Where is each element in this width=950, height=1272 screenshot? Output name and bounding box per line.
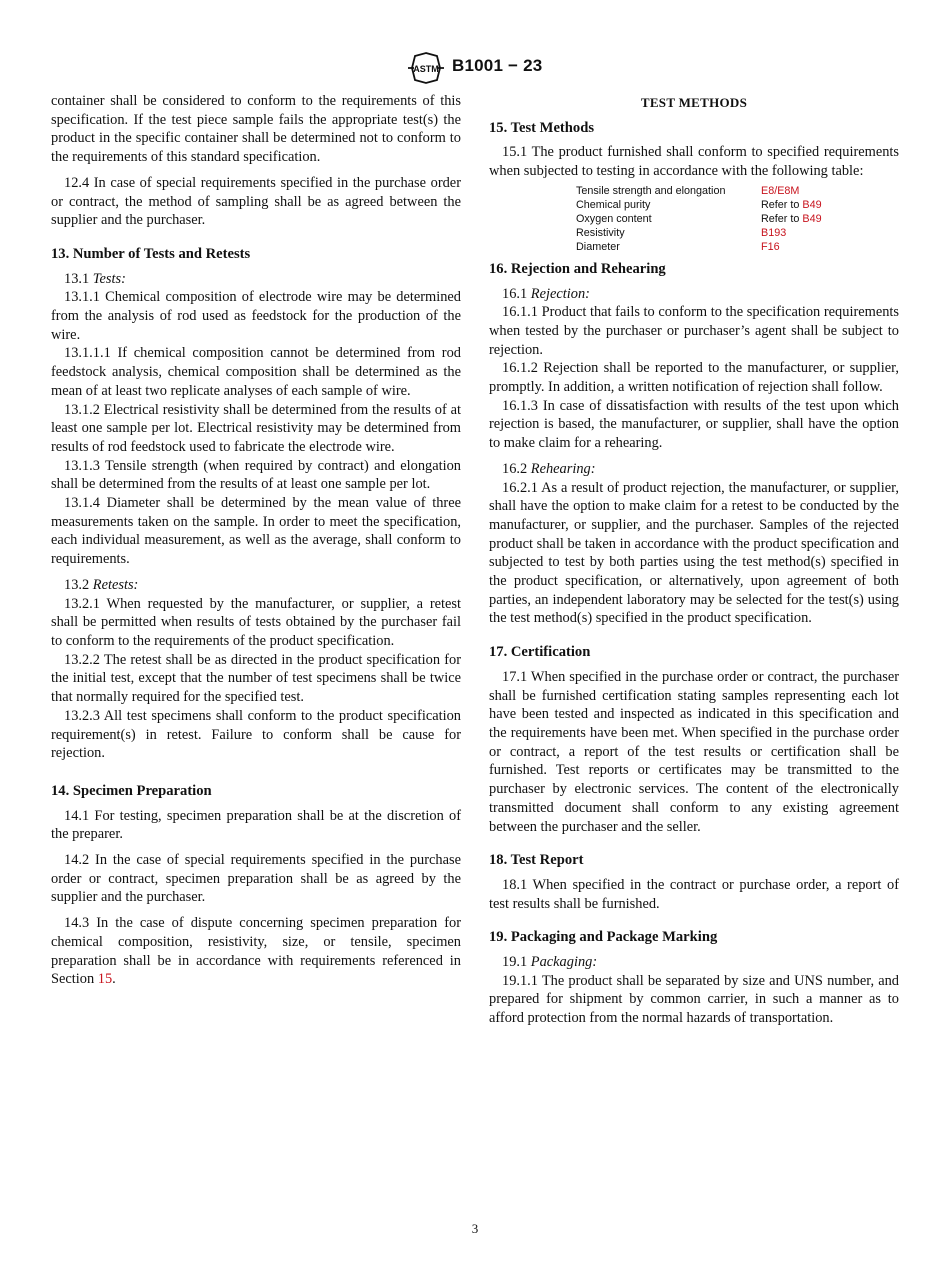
paragraph-16-1-3: 16.1.3 In case of dissatisfaction with results of the test upon which rejection is based, the manufacturer, or supplier, shall have the option to make claim for a rehearing. (489, 397, 899, 452)
paragraph-19-1-1: 19.1.1 The product shall be separated by size and UNS number, and prepared for shipment by common carrier, in such a manner as to afford protection from the normal hazards of transportation. (489, 972, 899, 1027)
left-column (51, 92, 461, 989)
page-header (0, 52, 950, 86)
paragraph-12-4: 12.4 In case of special requirements specified in the purchase order or contract, the method of sampling shall be as agreed between the supplier and the purchaser. (51, 174, 461, 229)
paragraph-13-2-3: 13.2.3 All test specimens shall conform to the product specification requirement(s) in retest. Failure to conform shall be cause for rejection. (51, 707, 461, 762)
paragraph-13-2: 13.2 Retests: (64, 576, 139, 593)
paragraph-13-1: 13.1 Tests: (64, 270, 126, 287)
section-16-heading: 16. Rejection and Rehearing (489, 260, 666, 277)
section-15-heading: 15. Test Methods (489, 119, 595, 136)
paragraph-18-1: 18.1 When specified in the contract or purchase order, a report of test results shall be furnished. (489, 876, 899, 912)
continued-paragraph: container shall be considered to conform to the requirements of this specification. If the test piece sample fails the appropriate test(s) the product in the specific container shall be determined not to conform to the requirements of this standard specification. (51, 93, 461, 166)
section-13-heading: 13. Number of Tests and Retests (51, 245, 251, 262)
reference-link[interactable]: B49 (802, 198, 822, 211)
paragraph-14-1: 14.1 For testing, specimen preparation shall be at the discretion of the preparer. (51, 807, 461, 843)
paragraph-13-2-2: 13.2.2 The retest shall be as directed in the product specification for the initial test, except that the number of test specimens shall be twice that normally required for the specified test. (51, 651, 461, 706)
document-id: B1001 − 23 (452, 56, 543, 75)
paragraph-13-2-1: 13.2.1 When requested by the manufacturer, or supplier, a retest shall be permitted when results of tests obtained by the purchaser fail to conform to the requirements of the product specification. (51, 595, 461, 649)
paragraph-13-1-4: 13.1.4 Diameter shall be determined by the mean value of three measurements taken on the sample. In order to meet the specification, each individual measurement, as well as the average, shall conform to requirements. (51, 495, 461, 568)
table-row: Tensile strength and elongation E8/E8M (576, 184, 800, 197)
paragraph-14-2: 14.2 In the case of special requirements specified in the purchase order or contract, specimen preparation shall be as agreed by the supplier and the purchaser. (51, 852, 461, 906)
section-17-heading: 17. Certification (489, 644, 591, 661)
test-methods-heading: TEST METHODS (640, 95, 748, 110)
paragraph-16-2: 16.2 Rehearing: (502, 460, 596, 477)
paragraph-16-2-1: 16.2.1 As a result of product rejection, the manufacturer, or supplier, shall have the option to make claim for a retest to be conducted by the manufacturer, or supplier, and the purchaser. Samples of the rejected product shall be taken in accordance with the product specification and subjected to test by both parties using the test method(s) specified in the product specification, or alternatively, upon agreement of both parties, an independent laboratory may be selected for the test(s) using the test method(s) specified in the product specification. (489, 479, 899, 627)
paragraph-17-1: 17.1 When specified in the purchase order or contract, the purchaser shall be furnished certification stating samples representing each lot have been tested and inspected as indicated in this specification and the requirements have been met. When specified in the purchase order or contract, a report of the test results or certification shall be furnished. Test reports or certificates may be transmitted to the purchaser by electronic services. The content of the electronically transmitted document shall conform to any existing agreement between the purchaser and the seller. (489, 668, 899, 835)
paragraph-13-1-2: 13.1.2 Electrical resistivity shall be determined from the results of at least one sample per lot. Electrical resistivity may be determined from results of rod feedstock used to fabricate the electrode wire. (51, 401, 461, 455)
paragraph-13-1-1-1: 13.1.1.1 If chemical composition cannot be determined from rod feedstock analysis, chemical composition shall be determined as the mean of at least two replicate analyses of each sample of wire. (51, 345, 461, 399)
paragraph-19-1: 19.1 Packaging: (502, 954, 598, 971)
page-number: 3 (471, 1221, 479, 1236)
reference-link[interactable]: B49 (802, 212, 822, 225)
test-methods-table (576, 184, 822, 254)
section-19-heading: 19. Packaging and Package Marking (489, 929, 718, 946)
table-row: Chemical purity Refer to B49 (576, 198, 822, 211)
paragraph-14-3: 14.3 In the case of dispute concerning specimen preparation for chemical composition, resistivity, size, or tensile, specimen preparation shall be in accordance with requirements referenced in Section 15. (51, 915, 461, 988)
table-row: Resistivity B193 (576, 226, 787, 239)
table-row: Oxygen content Refer to B49 (576, 212, 822, 225)
astm-logo (406, 52, 446, 84)
reference-link[interactable]: F16 (761, 240, 780, 253)
paragraph-15-1: 15.1 The product furnished shall conform to specified requirements when subjected to testing in accordance with the following table: (489, 144, 899, 180)
section-15-link[interactable]: 15 (97, 971, 113, 988)
right-column (489, 92, 899, 1028)
paragraph-13-1-3: 13.1.3 Tensile strength (when required by contract) and elongation shall be determined from the results of at least one sample per lot. (51, 457, 461, 493)
paragraph-16-1-1: 16.1.1 Product that fails to conform to the specification requirements when tested by the purchaser or purchaser’s agent shall be subject to rejection. (489, 304, 899, 358)
section-14-heading: 14. Specimen Preparation (51, 782, 212, 799)
paragraph-16-1: 16.1 Rejection: (502, 285, 590, 302)
paragraph-16-1-2: 16.1.2 Rejection shall be reported to the manufacturer, or supplier, promptly. In addition, a written notification of rejection shall follow. (489, 360, 899, 396)
svg-text:ASTM: ASTM (413, 64, 439, 74)
reference-link[interactable]: E8/E8M (761, 184, 800, 197)
table-row: Diameter F16 (576, 240, 780, 253)
section-18-heading: 18. Test Report (489, 852, 584, 869)
paragraph-13-1-1: 13.1.1 Chemical composition of electrode wire may be determined from the analysis of rod used as feedstock for the production of the wire. (51, 289, 461, 343)
reference-link[interactable]: B193 (761, 226, 787, 239)
